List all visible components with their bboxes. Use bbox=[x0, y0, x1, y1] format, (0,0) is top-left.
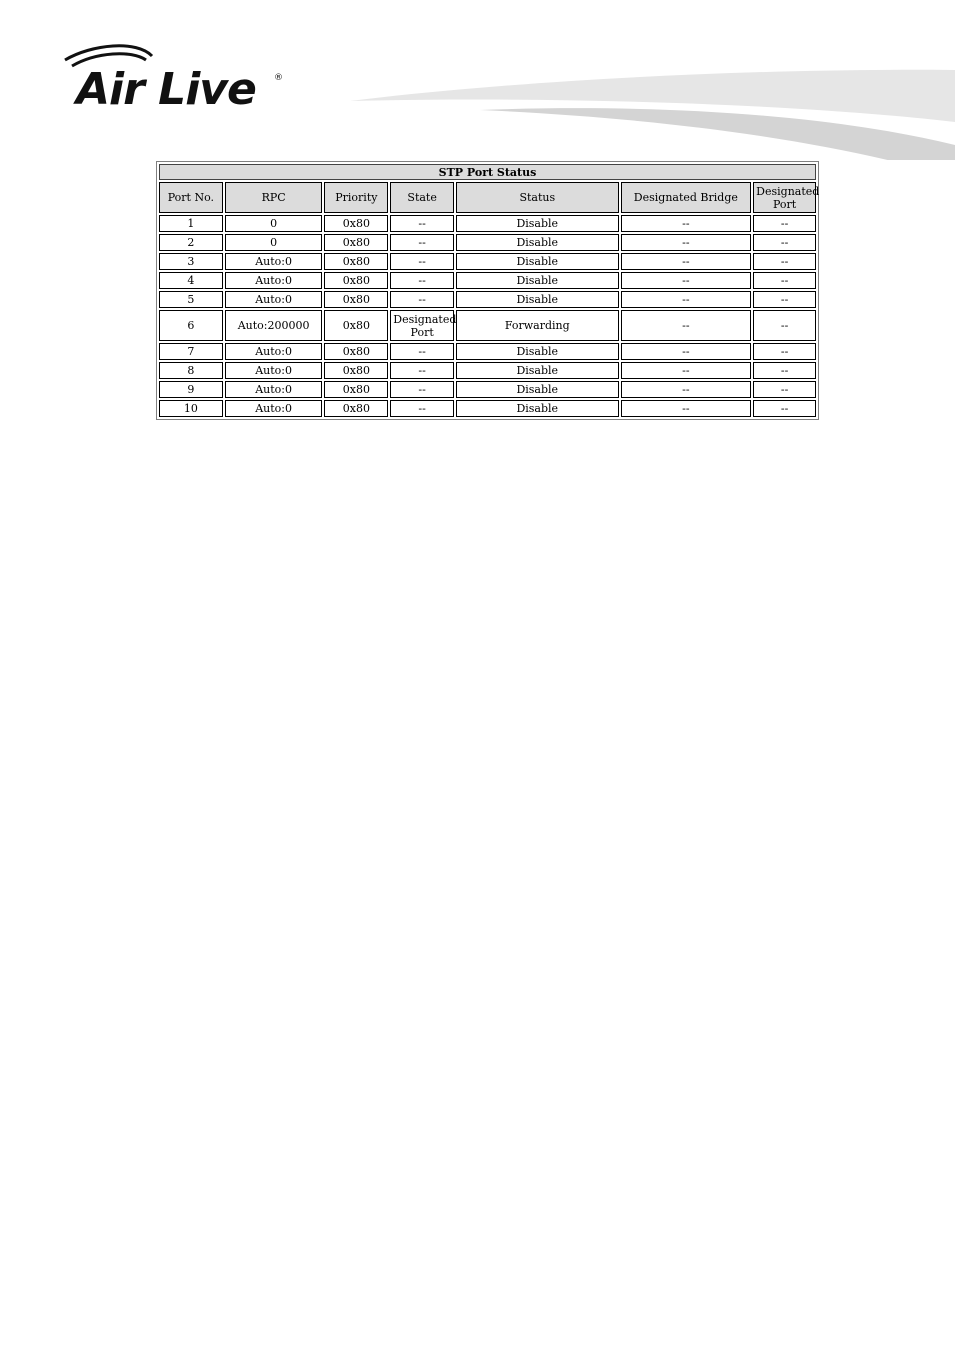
cell-status: Forwarding bbox=[456, 310, 619, 341]
cell-state: -- bbox=[390, 400, 454, 417]
cell-designated-port: -- bbox=[753, 362, 816, 379]
cell-designated-bridge: -- bbox=[621, 253, 752, 270]
cell-state: -- bbox=[390, 343, 454, 360]
table-row bbox=[159, 253, 816, 270]
cell-rpc: Auto:200000 bbox=[225, 310, 323, 341]
cell-status: Disable bbox=[456, 362, 619, 379]
cell-port-no: 8 bbox=[159, 362, 223, 379]
cell-designated-port: -- bbox=[753, 215, 816, 232]
table-row bbox=[159, 215, 816, 232]
cell-rpc: Auto:0 bbox=[225, 291, 323, 308]
cell-designated-port: -- bbox=[753, 272, 816, 289]
table-row bbox=[159, 310, 816, 341]
cell-status: Disable bbox=[456, 400, 619, 417]
cell-rpc: Auto:0 bbox=[225, 362, 323, 379]
cell-designated-bridge: -- bbox=[621, 291, 752, 308]
cell-state: -- bbox=[390, 215, 454, 232]
cell-designated-bridge: -- bbox=[621, 362, 752, 379]
table-row bbox=[159, 381, 816, 398]
cell-designated-port: -- bbox=[753, 253, 816, 270]
cell-designated-port: -- bbox=[753, 234, 816, 251]
cell-status: Disable bbox=[456, 253, 619, 270]
cell-designated-bridge: -- bbox=[621, 234, 752, 251]
cell-status: Disable bbox=[456, 234, 619, 251]
cell-state: -- bbox=[390, 381, 454, 398]
column-header-priority: Priority bbox=[324, 182, 388, 213]
table-row bbox=[159, 400, 816, 417]
airlive-logo bbox=[62, 42, 287, 110]
cell-rpc: 0 bbox=[225, 215, 323, 232]
cell-port-no: 4 bbox=[159, 272, 223, 289]
cell-state: -- bbox=[390, 362, 454, 379]
cell-rpc: Auto:0 bbox=[225, 381, 323, 398]
cell-port-no: 6 bbox=[159, 310, 223, 341]
column-header-designated-bridge: Designated Bridge bbox=[621, 182, 752, 213]
cell-status: Disable bbox=[456, 343, 619, 360]
cell-designated-bridge: -- bbox=[621, 272, 752, 289]
cell-priority: 0x80 bbox=[324, 400, 388, 417]
cell-status: Disable bbox=[456, 272, 619, 289]
table-title: STP Port Status bbox=[159, 164, 816, 180]
cell-port-no: 5 bbox=[159, 291, 223, 308]
cell-state: -- bbox=[390, 272, 454, 289]
registered-mark: ® bbox=[274, 73, 283, 83]
cell-designated-bridge: -- bbox=[621, 381, 752, 398]
cell-rpc: 0 bbox=[225, 234, 323, 251]
table-header-row bbox=[159, 182, 816, 213]
page-header bbox=[0, 0, 955, 160]
cell-priority: 0x80 bbox=[324, 234, 388, 251]
column-header-designated-port: Designated Port bbox=[753, 182, 816, 213]
table-row bbox=[159, 343, 816, 360]
cell-designated-bridge: -- bbox=[621, 215, 752, 232]
cell-state: Designated Port bbox=[390, 310, 454, 341]
cell-priority: 0x80 bbox=[324, 253, 388, 270]
column-header-status: Status bbox=[456, 182, 619, 213]
cell-rpc: Auto:0 bbox=[225, 272, 323, 289]
column-header-state: State bbox=[390, 182, 454, 213]
table-row bbox=[159, 272, 816, 289]
cell-port-no: 10 bbox=[159, 400, 223, 417]
cell-status: Disable bbox=[456, 291, 619, 308]
table-row bbox=[159, 362, 816, 379]
cell-status: Disable bbox=[456, 215, 619, 232]
cell-priority: 0x80 bbox=[324, 272, 388, 289]
stp-port-status-table bbox=[156, 161, 819, 420]
cell-priority: 0x80 bbox=[324, 381, 388, 398]
cell-designated-bridge: -- bbox=[621, 310, 752, 341]
airlive-logo-mark bbox=[62, 42, 287, 110]
cell-designated-port: -- bbox=[753, 400, 816, 417]
table-row bbox=[159, 291, 816, 308]
stp-port-status-panel bbox=[156, 161, 819, 420]
cell-rpc: Auto:0 bbox=[225, 400, 323, 417]
logo-wordmark: Air Live bbox=[76, 64, 256, 110]
cell-designated-bridge: -- bbox=[621, 343, 752, 360]
cell-designated-port: -- bbox=[753, 291, 816, 308]
cell-priority: 0x80 bbox=[324, 310, 388, 341]
cell-state: -- bbox=[390, 253, 454, 270]
cell-designated-port: -- bbox=[753, 381, 816, 398]
cell-priority: 0x80 bbox=[324, 343, 388, 360]
cell-designated-port: -- bbox=[753, 343, 816, 360]
column-header-port-no: Port No. bbox=[159, 182, 223, 213]
cell-port-no: 3 bbox=[159, 253, 223, 270]
cell-priority: 0x80 bbox=[324, 215, 388, 232]
cell-port-no: 7 bbox=[159, 343, 223, 360]
cell-port-no: 1 bbox=[159, 215, 223, 232]
column-header-rpc: RPC bbox=[225, 182, 323, 213]
cell-port-no: 9 bbox=[159, 381, 223, 398]
cell-designated-bridge: -- bbox=[621, 400, 752, 417]
table-row bbox=[159, 234, 816, 251]
cell-priority: 0x80 bbox=[324, 362, 388, 379]
cell-port-no: 2 bbox=[159, 234, 223, 251]
cell-status: Disable bbox=[456, 381, 619, 398]
cell-designated-port: -- bbox=[753, 310, 816, 341]
cell-state: -- bbox=[390, 234, 454, 251]
cell-rpc: Auto:0 bbox=[225, 253, 323, 270]
cell-rpc: Auto:0 bbox=[225, 343, 323, 360]
cell-priority: 0x80 bbox=[324, 291, 388, 308]
cell-state: -- bbox=[390, 291, 454, 308]
table-body bbox=[159, 215, 816, 417]
